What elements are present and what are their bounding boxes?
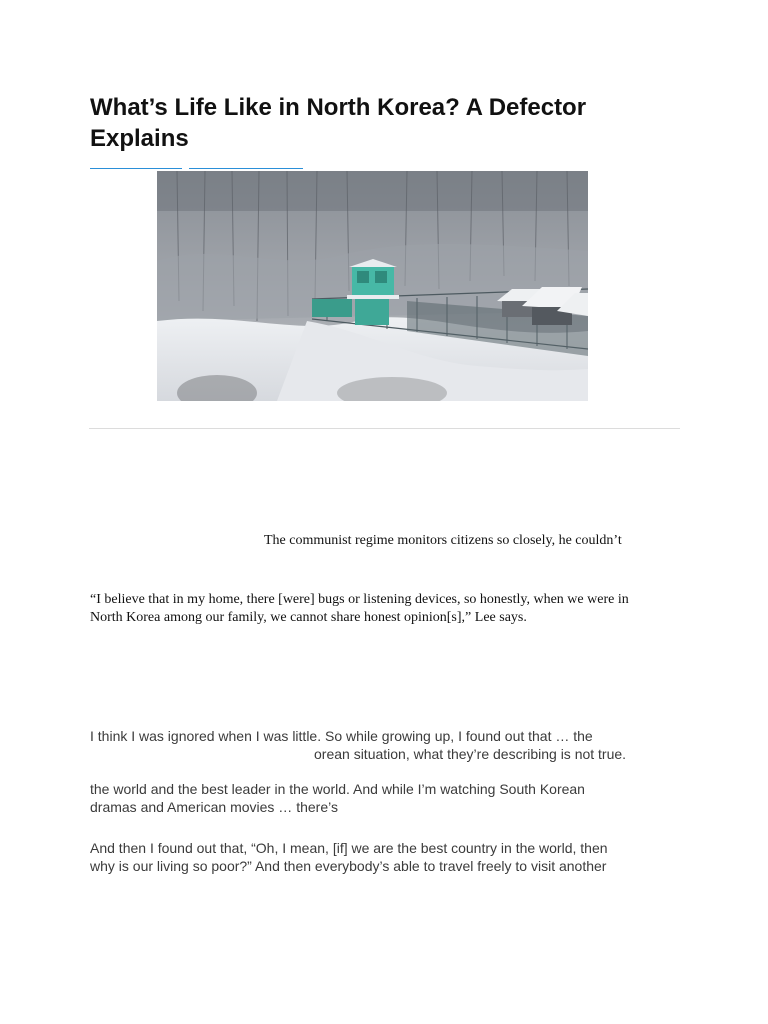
article-title: What’s Life Like in North Korea? A Defector Explains — [90, 94, 587, 152]
monitor-line: The communist regime monitors citizens so closely, he couldn’t — [264, 533, 622, 548]
para1-line-1: I think I was ignored when I was little. So while growing up, I found out that … the — [90, 728, 593, 744]
para3-line-1: And then I found out that, “Oh, I mean, [if] we are the best country in the world, then — [90, 840, 608, 856]
article-photo — [157, 171, 588, 401]
para2-line-2: dramas and American movies … there’s — [90, 799, 338, 815]
quote-line-2: North Korea among our family, we cannot share honest opinion[s],” Lee says. — [90, 610, 527, 625]
date-link-underline[interactable] — [189, 168, 303, 169]
snowy-border-guard-tower-photo — [157, 171, 588, 401]
section-divider — [89, 428, 680, 429]
para2-line-1: the world and the best leader in the world. And while I’m watching South Korean — [90, 781, 585, 797]
author-link-underline[interactable] — [90, 168, 182, 169]
para1-line-2: orean situation, what they’re describing is not true. — [314, 746, 627, 762]
quote-line-1: “I believe that in my home, there [were] bugs or listening devices, so honestly, when we were in — [90, 592, 629, 607]
para3-line-2: why is our living so poor?” And then everybody’s able to travel freely to visit another — [90, 858, 607, 874]
